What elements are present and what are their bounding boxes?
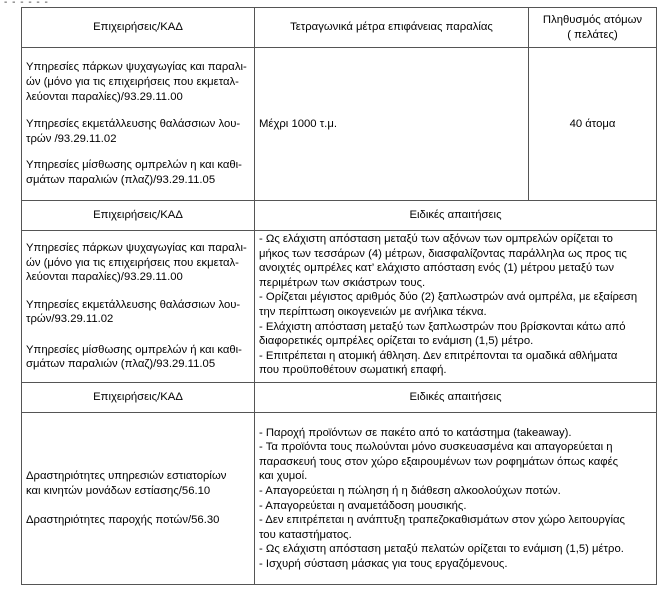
t3-r3-line1: - Απαγορεύεται η πώληση ή η διάθεση αλκοολούχων ποτών. <box>259 484 561 497</box>
t3-business-list <box>22 413 255 585</box>
t1-header-business: Επιχειρήσεις/ΚΑΔ <box>22 8 255 48</box>
t1-header-population <box>529 8 657 48</box>
t1-b3-line1: Υπηρεσίες μίσθωσης ομπρελών η και καθι- <box>26 159 242 172</box>
t3-r2-line1: - Τα προϊόντα τους πωλούνται μόνο συσκευασμένα και απαγορεύεται η <box>259 441 613 454</box>
t3-header-business: Επιχειρήσεις/ΚΑΔ <box>22 383 255 413</box>
t3-r7-line1: - Ισχυρή σύσταση μάσκας για τους εργαζόμενους. <box>259 557 508 570</box>
regulations-table <box>21 7 657 585</box>
t2-req-3 <box>259 320 652 349</box>
t2-r3-line1: - Ελάχιστη απόσταση μεταξύ των ξαπλωστρών που βρίσκονται κάτω από <box>259 320 626 333</box>
t3-r1-line1: - Παροχή προϊόντων σε πακέτο από το κατάστημα (takeaway). <box>259 426 572 439</box>
t1-header-population-line2: ( πελάτες) <box>567 28 618 41</box>
t2-business-entry-1 <box>26 241 250 285</box>
top-marker-text: - - - - - - <box>4 0 49 6</box>
t1-b2-line2: τρών /93.29.11.02 <box>26 132 117 145</box>
table1-body-row <box>22 48 657 201</box>
t3-req-4 <box>259 499 652 514</box>
t2-r4-line1: - Επιτρέπεται η ατομική άθληση. Δεν επιτρέπονται τα ομαδικά αθλήματα <box>259 349 618 362</box>
t2-req-4 <box>259 349 652 378</box>
t3-business-entry-2 <box>26 513 250 528</box>
t3-r5-line2: του καταστήματος. <box>259 528 352 541</box>
t3-r5-line1: - Δεν επιτρέπεται η ανάπτυξη τραπεζοκαθισμάτων στον χώρο λειτουργίας <box>259 514 625 527</box>
t2-r1-line4: περιμέτρων των σκιάστρων τους. <box>259 276 426 289</box>
t1-business-entry-2 <box>26 117 250 146</box>
t2-b2-line2: τρών/93.29.11.02 <box>26 313 114 326</box>
t3-b1-line1: Δραστηριότητες υπηρεσιών εστιατορίων <box>26 470 227 483</box>
t2-b3-line2: σμάτων παραλιών (πλαζ)/93.29.11.05 <box>26 358 216 371</box>
t1-business-entry-3 <box>26 158 250 187</box>
t2-header-requirements: Ειδικές απαιτήσεις <box>255 201 657 231</box>
t1-b3-line2: σμάτων παραλιών (πλαζ)/93.29.11.05 <box>26 173 216 186</box>
t3-r4-line1: - Απαγορεύεται η αναμετάδοση μουσικής. <box>259 499 467 512</box>
t2-r1-line1: - Ως ελάχιστη απόσταση μεταξύ των αξόνων των ομπρελών ορίζεται το <box>259 233 613 245</box>
t2-r3-line2: διαφορετικές ομπρέλες ορίζεται το ενάμιση (1,5) μέτρο. <box>259 335 534 348</box>
table2-body-row <box>22 231 657 383</box>
t2-r2-line1: - Ορίζεται μέγιστος αριθμός δύο (2) ξαπλωστρών ανά ομπρέλα, με εξαίρεση <box>259 291 638 304</box>
t2-header-business: Επιχειρήσεις/ΚΑΔ <box>22 201 255 231</box>
t1-business-entry-1 <box>26 60 250 104</box>
t2-req-1 <box>259 232 652 290</box>
t2-r1-line3: ανοιχτές ομπρέλες κατ’ ελάχιστο απόσταση ενός (1) μέτρου μεταξύ των <box>259 262 615 275</box>
table2-header-row <box>22 201 657 231</box>
t2-requirements-list <box>255 231 657 383</box>
t2-r4-line2: που προϋποθέτουν σωματική επαφή. <box>259 364 447 377</box>
t3-req-3 <box>259 484 652 499</box>
t1-population-value: 40 άτομα <box>529 48 657 201</box>
table3-header-row <box>22 383 657 413</box>
t3-req-1 <box>259 426 652 441</box>
t2-req-2 <box>259 290 652 319</box>
t1-b1-line1: Υπηρεσίες πάρκων ψυχαγωγίας και παραλι- <box>26 61 247 74</box>
t2-b1-line3: λεύονται παραλίες)/93.29.11.00 <box>26 271 183 284</box>
t3-req-6 <box>259 542 652 557</box>
top-page-marker <box>0 0 664 6</box>
t3-requirements-list <box>255 413 657 585</box>
t2-business-entry-2 <box>26 298 250 327</box>
t3-header-requirements: Ειδικές απαιτήσεις <box>255 383 657 413</box>
t1-business-list <box>22 48 255 201</box>
t3-r2-line3: και χυμοί. <box>259 470 308 483</box>
t1-area-value: Μέχρι 1000 τ.μ. <box>255 48 529 201</box>
t3-req-7 <box>259 557 652 572</box>
t1-b1-line3: λεύονται παραλίες)/93.29.11.00 <box>26 90 183 103</box>
table3-body-row <box>22 413 657 585</box>
t2-r1-line2: μήκος των τεσσάρων (4) μέτρων, διασφαλίζοντας παράλληλα ως προς τις <box>259 247 627 260</box>
t3-r2-line2: παρασκευή τους στον χώρο εξαιρουμένων των ροφημάτων όπως καφές <box>259 455 619 468</box>
table1-header-row <box>22 8 657 48</box>
t1-b1-line2: ών (μόνο για τις επιχειρήσεις που εκμεταλ- <box>26 76 239 89</box>
t1-header-population-line1: Πληθυσμός ατόμων <box>542 13 643 26</box>
t2-r2-line2: την περίπτωση οικογενειών με ανήλικα τέκνα. <box>259 305 487 318</box>
t2-b1-line1: Υπηρεσίες πάρκων ψυχαγωγίας και παραλι- <box>26 241 247 254</box>
t3-b2-line1: Δραστηριότητες παροχής ποτών/56.30 <box>26 514 220 527</box>
t3-r6-line1: - Ως ελάχιστη απόσταση μεταξύ πελατών ορίζεται το ενάμιση (1,5) μέτρο. <box>259 543 624 556</box>
t3-req-2 <box>259 440 652 484</box>
t2-b2-line1: Υπηρεσίες εκμετάλλευσης θαλάσσιων λου- <box>26 298 241 311</box>
t3-b1-line2: και κινητών μονάδων εστίασης/56.10 <box>26 484 211 497</box>
t3-req-5 <box>259 513 652 542</box>
t3-business-entry-1 <box>26 469 250 498</box>
t2-business-list <box>22 231 255 383</box>
t2-business-entry-3 <box>26 343 250 372</box>
t2-b1-line2: ών (μόνο για τις επιχειρήσεις που εκμεταλ- <box>26 256 239 269</box>
t1-b2-line1: Υπηρεσίες εκμετάλλευσης θαλάσσιων λου- <box>26 118 241 131</box>
t1-header-area: Τετραγωνικά μέτρα επιφάνειας παραλίας <box>255 8 529 48</box>
t2-b3-line1: Υπηρεσίες μίσθωσης ομπρελών ή και καθι- <box>26 343 242 356</box>
